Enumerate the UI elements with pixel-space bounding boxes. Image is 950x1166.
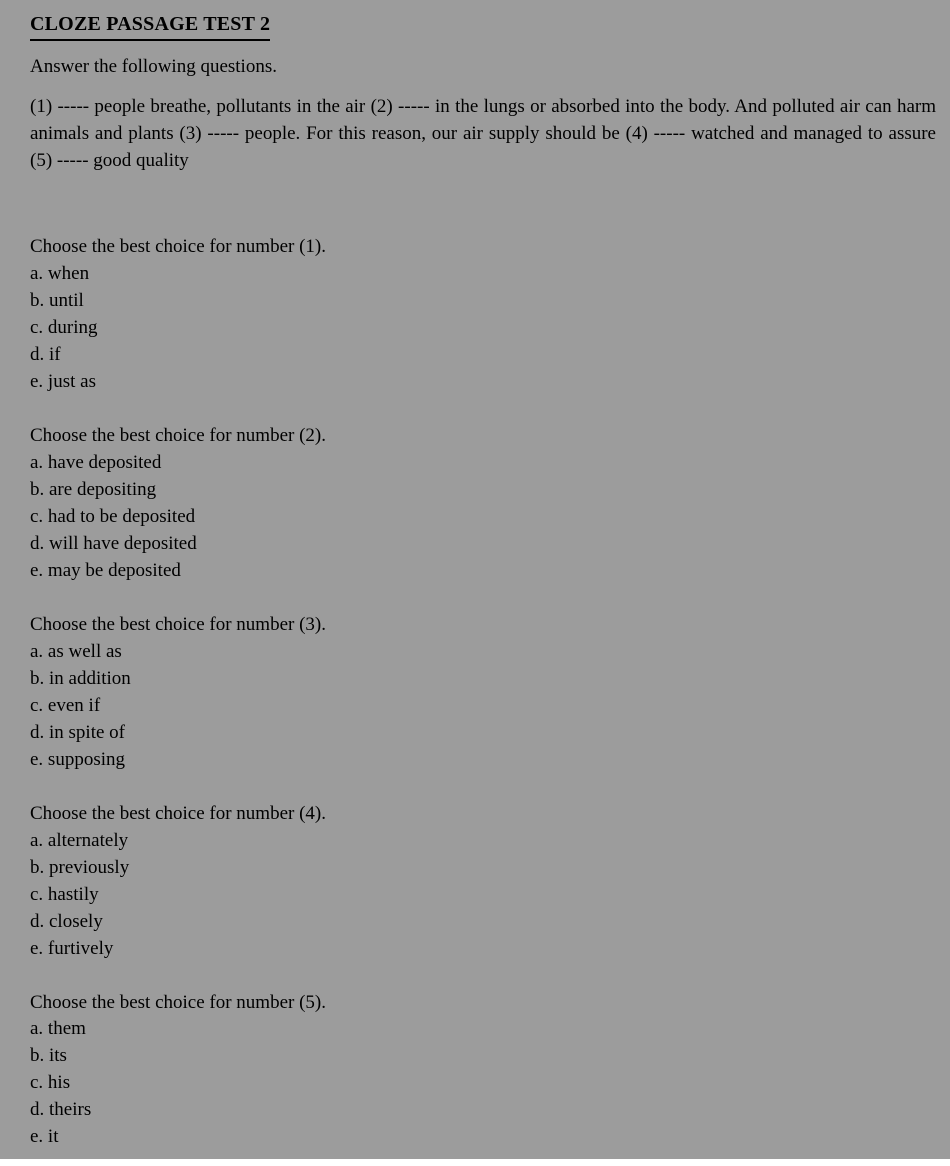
- option-item: d. closely: [30, 910, 103, 932]
- option-item: e. furtively: [30, 937, 114, 959]
- option-item: e. just as: [30, 371, 96, 393]
- question-prompt: Choose the best choice for number (4).: [30, 802, 326, 824]
- questions-section: [30, 234, 940, 1151]
- option-item: c. his: [30, 1072, 71, 1094]
- question-block-1: [30, 234, 940, 396]
- option-list: [30, 639, 940, 774]
- option-item: c. during: [30, 317, 98, 339]
- option-item: b. its: [30, 1045, 67, 1067]
- option-item: c. even if: [30, 694, 101, 716]
- instruction-text: Answer the following questions.: [30, 56, 277, 78]
- question-block-5: [30, 990, 940, 1152]
- question-block-4: [30, 801, 940, 963]
- option-list: [30, 450, 940, 585]
- option-list: [30, 828, 940, 963]
- option-item: d. will have deposited: [30, 532, 197, 554]
- page-bottom-edge: [0, 1159, 950, 1166]
- option-item: b. are depositing: [30, 479, 157, 501]
- option-item: b. previously: [30, 856, 130, 878]
- option-item: d. in spite of: [30, 721, 125, 743]
- option-item: a. as well as: [30, 640, 122, 662]
- question-prompt: Choose the best choice for number (3).: [30, 613, 326, 635]
- page-title: CLOZE PASSAGE TEST 2: [30, 10, 270, 41]
- option-item: a. when: [30, 263, 90, 285]
- option-item: b. until: [30, 290, 84, 312]
- option-list: [30, 261, 940, 396]
- option-item: e. supposing: [30, 748, 125, 770]
- option-item: e. may be deposited: [30, 559, 181, 581]
- question-prompt: Choose the best choice for number (2).: [30, 425, 326, 447]
- title-row: [30, 10, 940, 54]
- question-block-3: [30, 612, 940, 774]
- option-item: d. if: [30, 344, 61, 366]
- option-item: a. have deposited: [30, 452, 162, 474]
- question-prompt: Choose the best choice for number (1).: [30, 236, 326, 258]
- option-item: d. theirs: [30, 1099, 92, 1121]
- question-prompt: Choose the best choice for number (5).: [30, 991, 326, 1013]
- option-item: a. alternately: [30, 829, 129, 851]
- option-item: c. had to be deposited: [30, 505, 196, 527]
- option-list: [30, 1016, 940, 1151]
- option-item: b. in addition: [30, 667, 131, 689]
- option-item: e. it: [30, 1126, 59, 1148]
- question-block-2: [30, 423, 940, 585]
- option-item: c. hastily: [30, 883, 99, 905]
- option-item: a. them: [30, 1018, 86, 1040]
- passage-text: (1) ----- people breathe, pollutants in the air (2) ----- in the lungs or absorbed into the body. And polluted air can harm animals and plants (3) ----- people. For this reason, our air supply should be (4) ----- watched and managed to assure (5) ----- good quality: [30, 96, 936, 172]
